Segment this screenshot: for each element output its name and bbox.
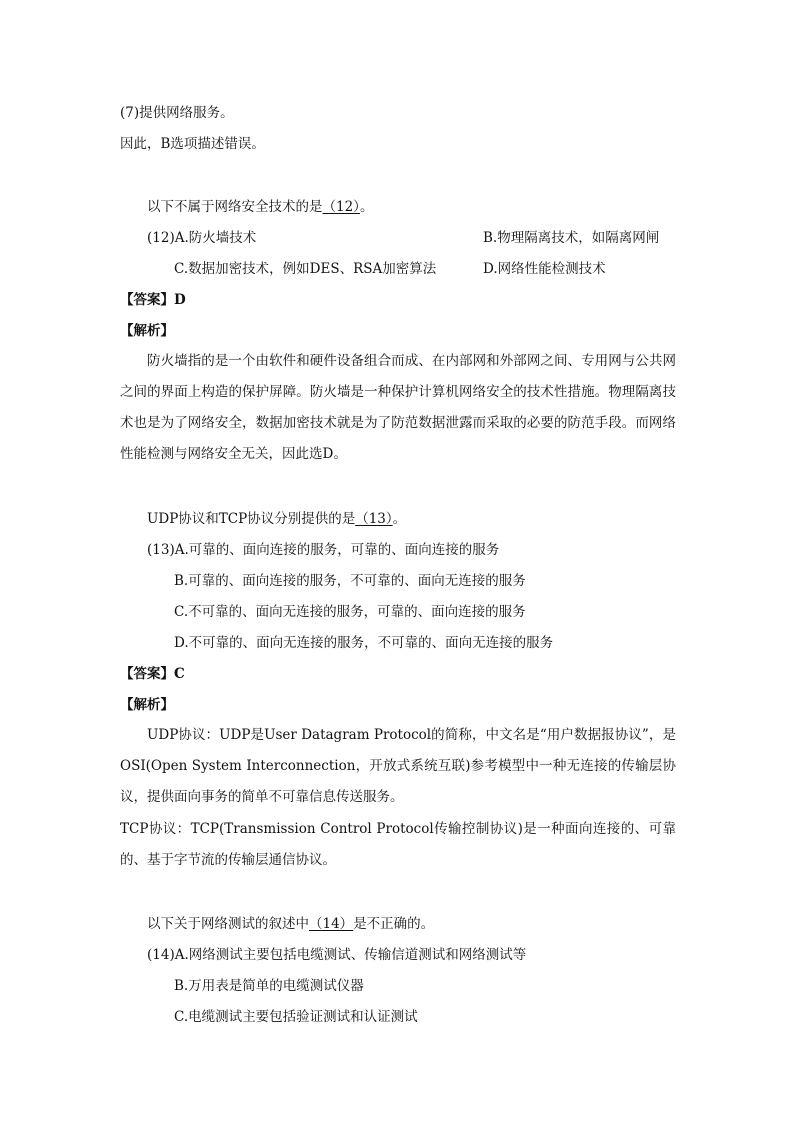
- option-b: B.物理隔离技术，如隔离网闸: [483, 230, 660, 246]
- option-d: D.不可靠的、面向无连接的服务，不可靠的、面向无连接的服务: [174, 635, 554, 651]
- stem-text: 是不正确的。: [353, 916, 435, 932]
- option-c: C.不可靠的、面向无连接的服务，可靠的、面向连接的服务: [174, 604, 526, 620]
- answer-label: 【答案】: [120, 292, 174, 308]
- text-line: (7)提供网络服务。: [120, 105, 234, 121]
- text-line: 因此，B选项描述错误。: [120, 136, 265, 152]
- option-c: C.电缆测试主要包括验证测试和认证测试: [174, 1009, 418, 1025]
- analysis-paragraph: 防火墙指的是一个由软件和硬件设备组合而成、在内部网和外部网之间、专用网与公共网之间的界面上构造的保护屏障。防火墙是一种保护计算机网络安全的技术性措施。物理隔离技术也是为了网络安全，数据加密技术就是为了防范数据泄露而采取的必要的防范手段。而网络性能检测与网络安全无关，因此选D。: [120, 353, 676, 462]
- answer-blank: （12）: [322, 199, 360, 215]
- answer-value: C: [174, 666, 185, 682]
- question-stem-14: [147, 914, 434, 934]
- option-a: (12)A.防火墙技术: [147, 230, 257, 246]
- stem-text: 以下关于网络测试的叙述中: [147, 916, 309, 932]
- option-b: B.可靠的、面向连接的服务，不可靠的、面向无连接的服务: [174, 573, 526, 589]
- stem-text: 。: [359, 199, 374, 215]
- option-d: D.网络性能检测技术: [483, 261, 606, 277]
- answer-line: [120, 664, 185, 684]
- question-stem-12: [147, 197, 373, 217]
- stem-text: 。: [392, 511, 407, 527]
- answer-blank: （13）: [355, 511, 393, 527]
- answer-blank: （14）: [309, 916, 354, 932]
- option-c: C.数据加密技术，例如DES、RSA加密算法: [174, 261, 437, 277]
- option-a: (14)A.网络测试主要包括电缆测试、传输信道测试和网络测试等: [147, 947, 527, 963]
- answer-label: 【答案】: [120, 666, 174, 682]
- answer-line: [120, 290, 186, 310]
- stem-text: 以下不属于网络安全技术的是: [147, 199, 323, 215]
- analysis-label: 【解析】: [120, 323, 174, 339]
- analysis-paragraph-tcp: TCP协议：TCP(Transmission Control Protocol传输控制协议)是一种面向连接的、可靠的、基于字节流的传输层通信协议。: [120, 821, 676, 868]
- stem-text: UDP协议和TCP协议分别提供的是: [147, 511, 356, 527]
- option-a: (13)A.可靠的、面向连接的服务，可靠的、面向连接的服务: [147, 542, 500, 558]
- answer-value: D: [174, 292, 186, 308]
- question-stem-13: [147, 509, 406, 529]
- analysis-label: 【解析】: [120, 697, 174, 713]
- option-b: B.万用表是简单的电缆测试仪器: [174, 978, 364, 994]
- analysis-paragraph-udp: UDP协议：UDP是User Datagram Protocol的简称，中文名是“用户数据报协议”，是OSI(Open System Interconnection，开放式系统互联)参考模型中一种无连接的传输层协议，提供面向事务的简单不可靠信息传送服务。: [120, 727, 676, 805]
